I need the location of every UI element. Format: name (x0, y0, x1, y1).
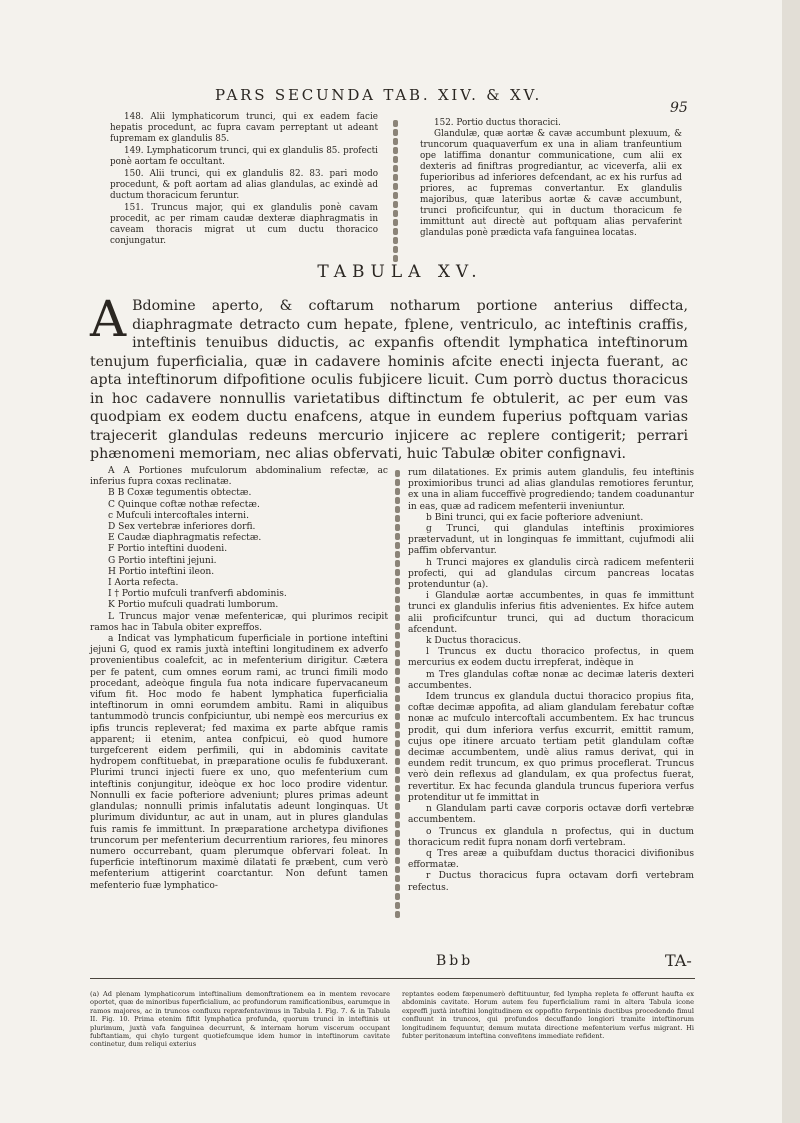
paragraph: 149. Lymphaticorum trunci, qui ex glandulis 85. profecti ponè aortam fe occultant. (110, 146, 378, 167)
legend-entry: H Portio inteftini ileon. (108, 566, 215, 577)
column-divider-ornament (392, 118, 400, 268)
legend-entry: D Sex vertebræ inferiores dorfi. (108, 522, 256, 533)
legend-entry: A A Portiones mufculorum abdominalium refectæ, ac inferius fupra coxas reclinatæ. (90, 466, 388, 488)
legend-entry: rum dilatationes. Ex primis autem glandulis, feu inteftinis proximioribus trunci ad alias glandulas remotiores feruntur, ex una in aliam fucceffivè progrediendo; tandem coadunantur in eas, quæ ad radicem mefenterii inveniuntur. (408, 468, 694, 512)
column-divider-ornament (394, 468, 402, 918)
paragraph: 148. Alii lymphaticorum trunci, qui ex eadem facie hepatis procedunt, ac fupra cavam perreptant ut adeant fupremam ex glandulis 85. (110, 112, 378, 144)
legend-entry: m Tres glandulas coftæ nonæ ac decimæ lateris dexteri accumbentes. (408, 669, 694, 691)
drop-cap: A (90, 290, 127, 348)
footnote-left: (a) Ad plenam lymphaticorum inteftinalium demonftrationem ea in mentem revocare oportet, quæ de minoribus fuperficialium, ac profundorum ramificationibus, earumque in ramos majores, ac in truncos confluxu repræfentavimus in Tabula I. Fig. 7. & in Tabula II. Fig. 10. Prima etenim fiftit lymphatica profunda, quorum trunci in inteftinis ut plurimum, juxtà vafa fanguinea decurrunt, & internam horum viscerum occupant fubftantiam, qui chylo turgent quotiefcumque idem humor in inteftinorum cavitate continetur, dum reliqui exterius (90, 990, 390, 1049)
legend-entry: h Trunci majores ex glandulis circà radicem mefenterii profecti, qui ad glandulas circum pancreas locatas protenduntur (a). (408, 557, 694, 591)
legend-entry: L Truncus major venæ mefentericæ, qui plurimos recipit ramos hac in Tabula obiter expreffos. (90, 611, 388, 633)
legend-entry: n Glandulam parti cavæ corporis octavæ dorfi vertebræ accumbentem. (408, 804, 694, 826)
legend-entry: I Aorta refecta. (108, 578, 179, 589)
legend-entry: i Glandulæ aortæ accumbentes, in quas fe immittunt trunci ex glandulis inferius fitis advenientes. Ex hifce autem alii proficifcuntur trunci, qui ad ductum thoracicum afcendunt. (408, 591, 694, 635)
paragraph: Glandulæ, quæ aortæ & cavæ accumbunt plexuum, & truncorum quaquaverfum ex una in aliam tranfeuntium ope latiffima donantur communicatione, cum alii ex dexteris ad finiftras progrediantur, ac viceverfa, alii ex fuperioribus ad inferiores defcendant, ac ex his rurfus ad priores, ac fupremas convertantur. Ex glandulis majoribus, quæ lateribus aortæ & cavæ accumbunt, trunci proficifcuntur, qui in ductum thoracicum fe immittunt aut directè aut poftquam alias pervaferint glandulas ponè prædicta vafa fanguinea locatas. (420, 129, 682, 238)
legend-entry: C Quinque coftæ nothæ refectæ. (108, 499, 260, 510)
page-edge (782, 0, 800, 1123)
legend-entry: q Tres areæ a quibufdam ductus thoracici divifionibus efformatæ. (408, 848, 694, 871)
top-left-column (110, 112, 378, 248)
legend-entry: Idem truncus ex glandula ductui thoracico propius fita, coftæ decimæ appofita, ad aliam glandulam ferebatur coftæ nonæ ac mufculo intercoftali accumbentem. Ex hac truncus prodit, qui dum inferiora verfus excurrit, emittit ramum, cujus ope itinere arcuato tertiam petit glandulam coftæ decimæ accumbentem, undè alius ramus derivat, qui in eundem redit truncum, ex quo primus proceflerat. Truncus verò dein reflexus ad glandulam, ex qua profectus fuerat, revertitur. Ex hac fecunda glandula truncus fuperiora verfus protenditur ut fe immittat in (408, 692, 694, 803)
legend-entry: g Trunci, qui glandulas inteftinis proximiores prætervadunt, ut in longinquas fe immittant, cujufmodi alii paffim obfervantur. (408, 524, 694, 557)
legend-entry: c Mufculi intercoftales interni. (108, 510, 249, 521)
legend-entry: I † Portio mufculi tranfverfi abdominis. (108, 589, 287, 600)
legend-entry: B B Coxæ tegumentis obtectæ. (108, 488, 252, 499)
paragraph: 151. Truncus major, qui ex glandulis ponè cavam procedit, ac per rimam caudæ dexteræ diaphragmatis in caveam thoracis migrat ut cum ductu thoracico conjungatur. (110, 203, 378, 246)
legend-entry: r Ductus thoracicus fupra octavam dorfi vertebram refectus. (408, 871, 694, 893)
legend-entry: F Portio inteftini duodeni. (108, 544, 228, 555)
top-right-column (420, 118, 682, 239)
legend-entry: o Truncus ex glandula n profectus, qui in ductum thoracicum redit fupra nonam dorfi vertebram. (408, 826, 694, 848)
footnote-right: reptantes eodem fæpenumerò deftituuntur, fed lympha repleta fe offerunt haufta ex abdominis cavitate. Horum autem feu fuperficialium rami in altera Tabula icone expreffi juxtà inteftini longitudinem ex oppofito ferpentinis ductibus procedendo fimul confluunt in truncos, qui profundos decuffando longiori tramite inteftinorum longitudinem fequuntur, demum mutata directione mefenterium verfus migrant. Hi fubter peritonæum inteftina convefitens immediate refident. (402, 990, 694, 1041)
footnote-rule (90, 978, 695, 979)
legend-entry: l Truncus ex ductu thoracico profectus, in quem mercurius ex eodem ductu irrepferat, indèque in (408, 647, 694, 669)
running-head: PARS SECUNDA TAB. XIV. & XV. (215, 86, 543, 104)
legend-entry: E Caudæ diaphragmatis refectæ. (108, 533, 262, 544)
plate-title: TABULA XV. (317, 262, 483, 282)
legend-entry: K Portio mufculi quadrati lumborum. (108, 600, 279, 611)
intro-text: Bdomine aperto, & coftarum notharum portione anterius diffecta, diaphragmate detracto cum hepate, fplene, ventriculo, ac inteftinis craffis, inteftinis tenuibus diductis, ac expanfis oftendit lymphatica inteftinorum tenujum fuperficialia, quæ in cadavere hominis afcite enecti injecta fuerant, ac apta inteftinorum difpofitione oculis fubjicere licuit. Cum porrò ductus thoracicus in hoc cadavere nonnullis varietatibus diftinctum fe obtulerit, ac per eum vas quodpiam ex eodem ductu enafcens, atque in eundem fuperius poftquam varias trajecerit glandulas redeuns mercurio injicere ac replere contigerit; perrari phænomeni memoriam, nec alias obfervati, huic Tabulæ obiter confignavi. (90, 298, 688, 462)
legend-entry: b Bini trunci, qui ex facie pofteriore adveniunt. (426, 512, 644, 523)
legend-right-column (408, 468, 694, 894)
page-number: 95 (670, 100, 688, 116)
paragraph: 152. Portio ductus thoracici. (434, 118, 561, 128)
legend-left-column (90, 466, 388, 892)
signature-mark: Bbb (436, 953, 474, 969)
catchword: TA- (665, 951, 692, 970)
legend-entry: G Portio inteftini jejuni. (108, 555, 217, 566)
intro-paragraph (90, 290, 688, 464)
paragraph: 150. Alii trunci, qui ex glandulis 82. 83. pari modo procedunt, & poft aortam ad alias glandulas, ac exindè ad ductum thoracicum feruntur. (110, 169, 378, 201)
legend-entry: k Ductus thoracicus. (426, 636, 521, 647)
legend-entry: a Indicat vas lymphaticum fuperficiale in portione inteftini jejuni G, quod ex ramis juxtà inteftini longitudinem ex adverfo provenientibus coalefcit, ac in mefenterium dirigitur. Cætera per fe patent, cum omnes eorum rami, ac trunci fimili modo procedant, adeòque fingula fua nota indicare fupervacaneum vifum fit. Hoc modo fe habent lymphatica fuperficialia inteftinorum in omni eorumdem ambitu. Rami in aliquibus tantummodò truncis confpiciuntur, ubi nempè eos mercurius ex ipfis truncis repleverat; fed maxima ex parte abfque ramis apparent; ii etenim, antea confpicui, eò quod humore turgefcerent eidem perfimili, qui in abdominis cavitate hydropem conftituebat, in præparatione oculis fe fubduxerant. Plurimi trunci injecti fuere ex uno, quo mefenterium cum inteftinis conjungitur, ideòque ex hoc loco prodire videntur. Nonnulli ex facie pofteriore adveniunt; plures primas adeunt glandulas; nonnulli primis infalutatis adeunt longinquas. Ut plurimum dividuntur, ac aut in unam, aut in plures glandulas fuis ramis fe immittunt. In præparatione archetypa divifiones truncorum per mefenterium decurrentium rariores, feu minores numero occurrebant, quam plerumque obfervari foleat. In fuperficie inteftinorum maximè dilatati fe præbent, cum verò mefenterium attigerint coarctantur. Non defunt tamen mefenterio fuæ lymphatico- (90, 634, 388, 891)
